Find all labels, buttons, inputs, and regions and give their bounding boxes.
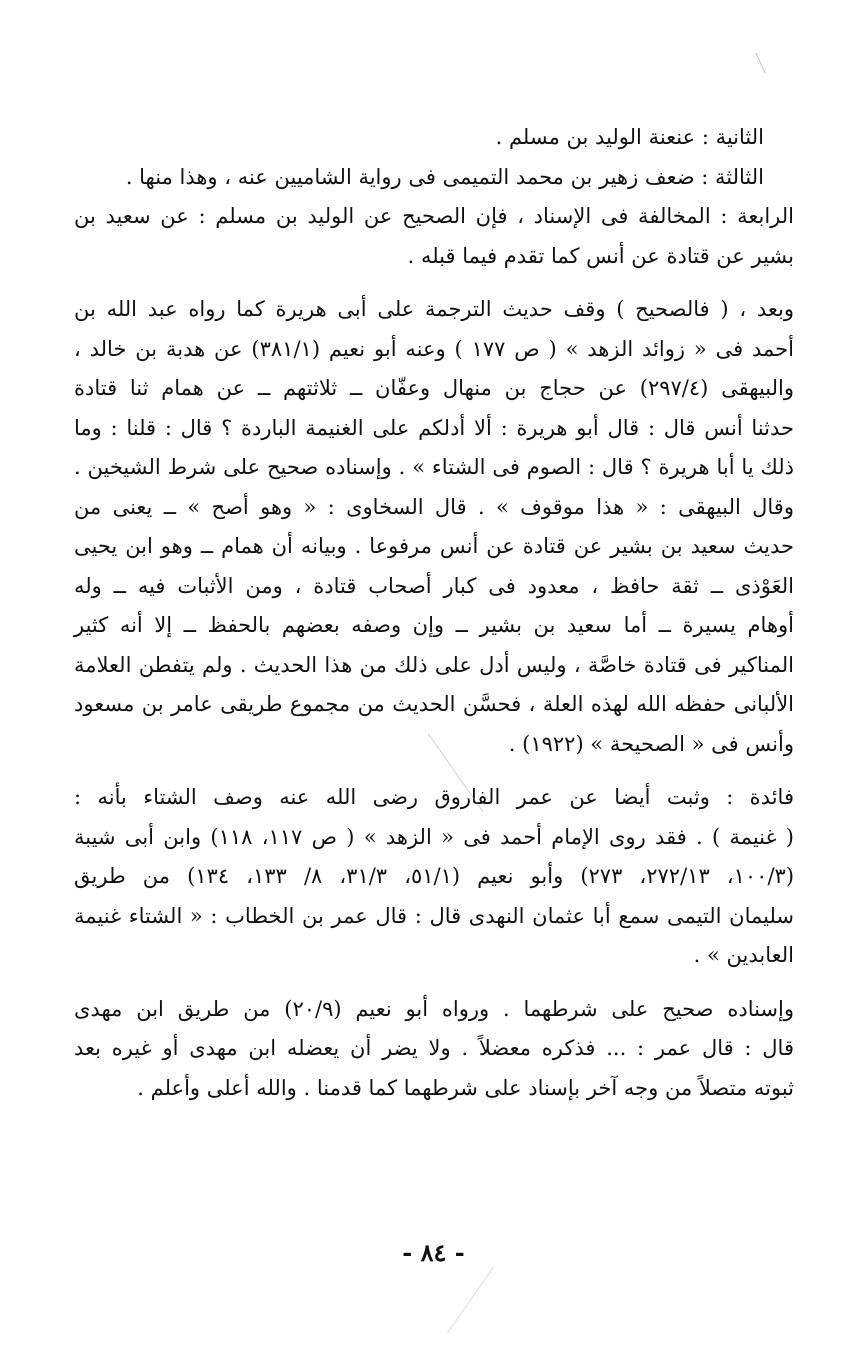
- text-line: وأنس فى « الصحيحة » (١٩٢٢) .: [508, 731, 794, 756]
- text-line: أحمد فى « زوائد الزهد » ( ص ١٧٧ ) وعنه أبو نعيم (٣٨١/١) عن هدبة بن خالد ،: [74, 336, 794, 361]
- text-line: الثانية : عنعنة الوليد بن مسلم .: [495, 125, 764, 149]
- text-line: بشير عن قتادة عن أنس كما تقدم فيما قبله .: [407, 243, 794, 268]
- text-line: فائدة : وثبت أيضا عن عمر الفاروق رضى الله عنه وصف الشتاء بأنه :: [74, 785, 794, 809]
- scan-mark: [447, 1267, 494, 1333]
- paragraph-chain-assessment: [74, 990, 794, 1109]
- paragraph-benefit: [74, 778, 794, 976]
- body-text: [74, 118, 794, 1108]
- text-line: ثبوته متصلاً من وجه آخر بإسناد على شرطهما كما قدمنا . والله أعلى وأعلم .: [137, 1075, 794, 1100]
- text-line: الرابعة : المخالفة فى الإسناد ، فإن الصحيح عن الوليد بن مسلم : عن سعيد بن: [74, 204, 794, 228]
- paragraph-second-defect: [74, 118, 794, 158]
- text-line: سليمان التيمى سمع أبا عثمان النهدى قال : قال عمر بن الخطاب : « الشتاء غنيمة: [74, 903, 794, 928]
- text-line: الثالثة : ضعف زهير بن محمد التميمى فى رواية الشاميين عنه ، وهذا منها .: [125, 164, 764, 189]
- text-line: وبعد ، ( فالصحيح ) وقف حديث الترجمة على أبى هريرة كما رواه عبد الله بن: [74, 297, 794, 321]
- text-line: حدثنا أنس قال : قال أبو هريرة : ألا أدلكم على الغنيمة الباردة ؟ قال : قلنا : وما: [74, 415, 794, 440]
- text-line: العَوْذى ــ ثقة حافظ ، معدود فى كبار أصحاب قتادة ، ومن الأثبات فيه ــ وله: [74, 573, 794, 598]
- text-line: أوهام يسيرة ــ أما سعيد بن بشير ــ وإن وصفه بعضهم بالحفظ ــ إلا أنه كثير: [74, 613, 794, 637]
- text-line: حديث سعيد بن بشير عن قتادة عن أنس مرفوعا . وبيانه أن همام ــ وهو ابن يحيى: [74, 534, 794, 558]
- text-line: ( غنيمة ) . فقد روى الإمام أحمد فى « الزهد » ( ص ١١٧، ١١٨) وابن أبى شيبة: [74, 824, 794, 849]
- text-line: الألبانى حفظه الله لهذه العلة ، فحسَّن الحديث من مجموع طريقى عامر بن مسعود: [74, 692, 795, 716]
- scan-mark: [755, 53, 765, 73]
- paragraph-correct-version: [74, 290, 794, 764]
- text-line: وقال البيهقى : « هذا موقوف » . قال السخاوى : « وهو أصح » ــ يعنى من: [74, 494, 794, 519]
- text-line: المناكير فى قتادة خاصَّة ، وليس أدل على ذلك من هذا الحديث . ولم يتفطن العلامة: [74, 652, 794, 677]
- text-line: ذلك يا أبا هريرة ؟ قال : الصوم فى الشتاء » . وإسناده صحيح على شرط الشيخين .: [74, 455, 794, 479]
- text-line: العابدين » .: [693, 943, 794, 967]
- text-line: (١٠٠/٣، ٢٧٢/١٣، ٢٧٣) وأبو نعيم (٥١/١، ٣١/٣، ٨/ ١٣٣، ١٣٤) من طريق: [74, 864, 795, 888]
- text-line: قال : قال عمر : ... فذكره معضلاً . ولا يضر أن يعضله ابن مهدى أو غيره بعد: [74, 1036, 794, 1060]
- paragraph-third-defect: [74, 158, 794, 198]
- text-line: وإسناده صحيح على شرطهما . ورواه أبو نعيم (٢٠/٩) من طريق ابن مهدى: [74, 996, 795, 1021]
- paragraph-fourth-defect: [74, 197, 794, 276]
- text-line: والبيهقى (٢٩٧/٤) عن حجاج بن منهال وعفّان ــ ثلاثتهم ــ عن همام ثنا قتادة: [74, 376, 794, 400]
- page-number: - ٨٤ -: [402, 1238, 465, 1267]
